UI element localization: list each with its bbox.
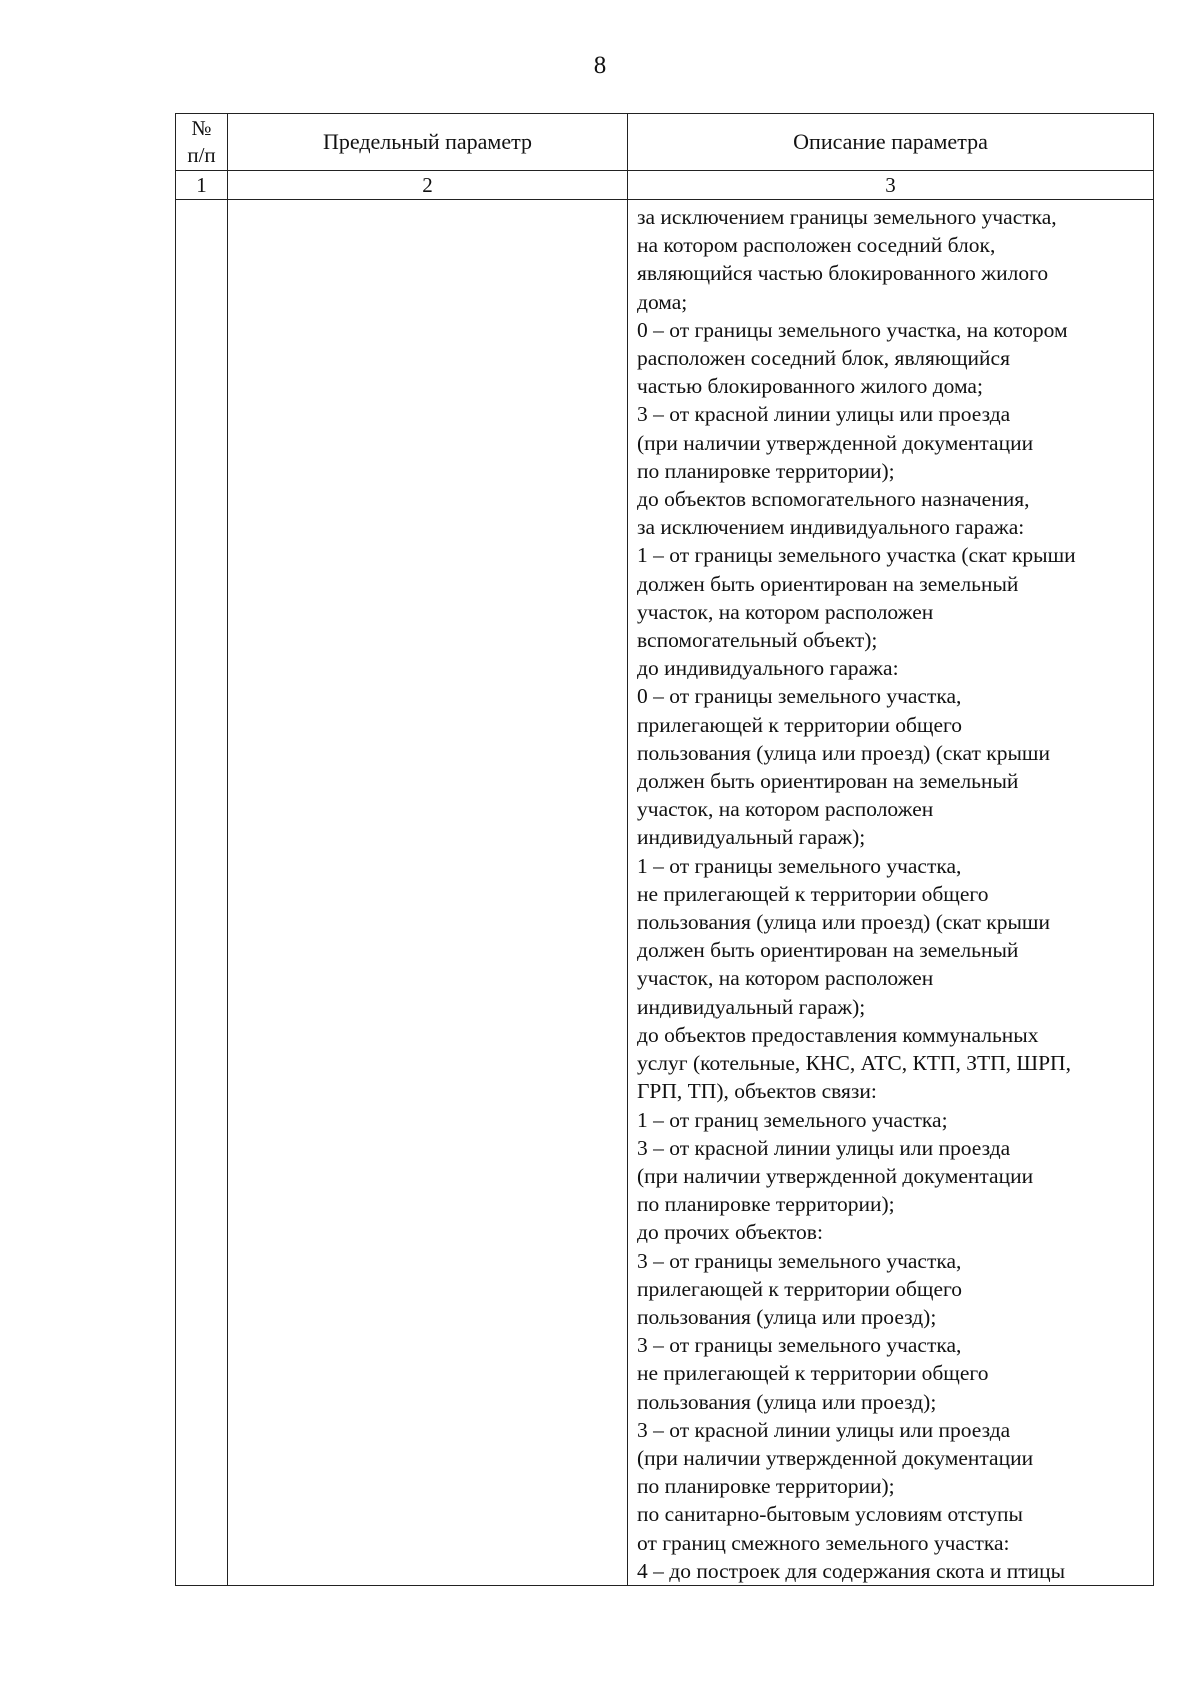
description-line: участок, на котором расположен: [637, 797, 934, 822]
row-number-cell: [176, 200, 228, 1586]
table-row: [176, 200, 1154, 1586]
description-line: до объектов предоставления коммунальных: [637, 1022, 1039, 1047]
header-parameter: Предельный параметр: [228, 114, 628, 171]
description-line: не прилегающей к территории общего: [637, 881, 989, 906]
description-line: до объектов вспомогательного назначения,: [637, 487, 1030, 512]
description-line: прилегающей к территории общего: [637, 1276, 963, 1301]
description-line: 4 – до построек для содержания скота и птицы: [637, 1558, 1066, 1583]
description-line: 3 – от красной линии улицы или проезда: [637, 1417, 1011, 1442]
description-line: 3 – от границы земельного участка,: [637, 1333, 962, 1358]
description-line: ГРП, ТП), объектов связи:: [637, 1079, 877, 1104]
description-line: (при наличии утвержденной документации: [637, 1163, 1034, 1188]
description-line: должен быть ориентирован на земельный: [637, 938, 1019, 963]
description-line: по планировке территории);: [637, 1192, 895, 1217]
description-line: расположен соседний блок, являющийся: [637, 346, 1010, 371]
description-text: [637, 203, 1147, 1585]
description-line: дома;: [637, 289, 688, 314]
description-line: участок, на котором расположен: [637, 599, 934, 624]
description-line: являющийся частью блокированного жилого: [637, 261, 1049, 286]
description-line: должен быть ориентирован на земельный: [637, 571, 1019, 596]
description-line: 3 – от красной линии улицы или проезда: [637, 402, 1011, 427]
description-line: от границ смежного земельного участка:: [637, 1530, 1010, 1555]
description-line: 1 – от границы земельного участка,: [637, 853, 962, 878]
description-line: не прилегающей к территории общего: [637, 1361, 989, 1386]
row-parameter-cell: [228, 200, 628, 1586]
index-cell-1: 1: [176, 171, 228, 200]
description-line: индивидуальный гараж);: [637, 825, 866, 850]
description-line: на котором расположен соседний блок,: [637, 233, 996, 258]
description-line: по планировке территории);: [637, 1474, 895, 1499]
index-cell-2: 2: [228, 171, 628, 200]
description-line: 1 – от границы земельного участка (скат крыши: [637, 543, 1076, 568]
description-line: прилегающей к территории общего: [637, 712, 963, 737]
description-line: должен быть ориентирован на земельный: [637, 769, 1019, 794]
page-number: 8: [593, 52, 607, 79]
header-number-abbr: п/п: [187, 143, 216, 167]
parameters-table: [175, 113, 1154, 1586]
description-line: 0 – от границы земельного участка, на котором: [637, 317, 1068, 342]
index-cell-3: 3: [628, 171, 1154, 200]
description-line: (при наличии утвержденной документации: [637, 430, 1034, 455]
row-description-cell: [628, 200, 1154, 1586]
description-line: за исключением границы земельного участка,: [637, 205, 1057, 229]
description-line: пользования (улица или проезд) (скат крыши: [637, 740, 1050, 765]
description-line: 0 – от границы земельного участка,: [637, 684, 962, 709]
description-line: по санитарно-бытовым условиям отступы: [637, 1502, 1023, 1527]
description-line: участок, на котором расположен: [637, 966, 934, 991]
description-line: пользования (улица или проезд);: [637, 1304, 937, 1329]
description-line: пользования (улица или проезд);: [637, 1389, 937, 1414]
description-line: услуг (котельные, КНС, АТС, КТП, ЗТП, ШРП,: [637, 1051, 1071, 1076]
header-description: Описание параметра: [628, 114, 1154, 171]
description-line: до индивидуального гаража:: [637, 656, 899, 681]
table-header-row: [176, 114, 1154, 171]
header-number: [176, 114, 228, 171]
description-line: пользования (улица или проезд) (скат крыши: [637, 910, 1050, 935]
description-line: по планировке территории);: [637, 458, 895, 483]
description-line: за исключением индивидуального гаража:: [637, 515, 1025, 540]
description-line: 3 – от красной линии улицы или проезда: [637, 1135, 1011, 1160]
description-line: частью блокированного жилого дома;: [637, 374, 983, 399]
description-line: (при наличии утвержденной документации: [637, 1445, 1034, 1470]
table-index-row: [176, 171, 1154, 200]
description-line: индивидуальный гараж);: [637, 994, 866, 1019]
description-line: вспомогательный объект);: [637, 628, 878, 653]
description-line: 1 – от границ земельного участка;: [637, 1107, 948, 1132]
description-line: до прочих объектов:: [637, 1220, 823, 1245]
description-line: 3 – от границы земельного участка,: [637, 1248, 962, 1273]
header-number-symbol: №: [191, 116, 212, 140]
